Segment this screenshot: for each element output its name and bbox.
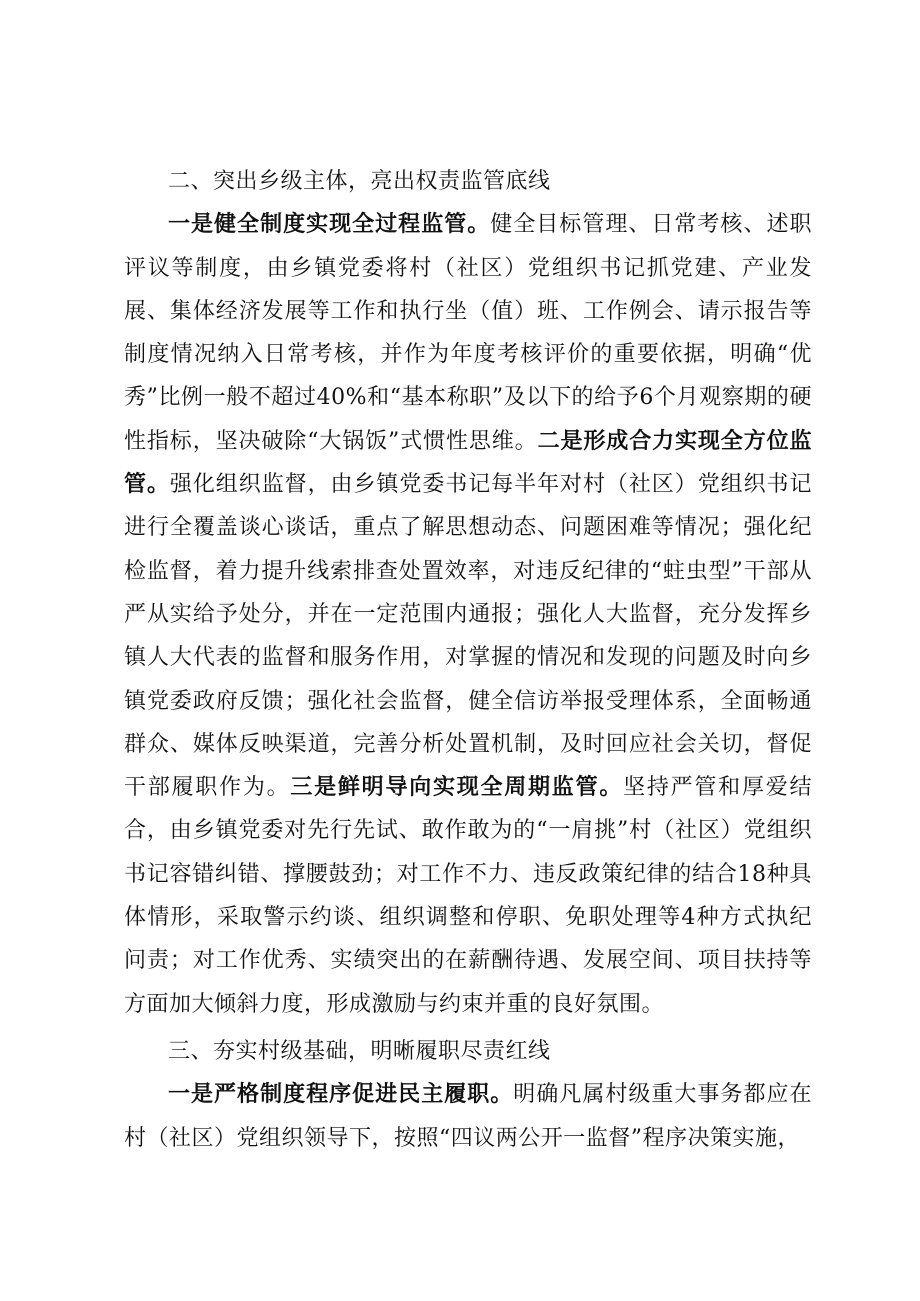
section-2-text-3: 坚持严管和厚爱结合，由乡镇党委对先行先试、敢作敢为的“一肩挑”村（社区）党组织书记容错纠错、撑腰鼓劲；对工作不力、违反政策纪律的结合18种具体情形，采取警示约谈、组织调整和停职、免职处理等4种方式执纪问责；对工作优秀、实绩突出的在薪酬待遇、发展空间、项目扶持等方面加大倾斜力度，形成激励与约束并重的良好氛围。 (124, 775, 812, 1017)
section-2-heading: 二、突出乡级主体，亮出权责监管底线 (168, 169, 551, 194)
section-3-lead-1: 一是严格制度程序促进民主履职。 (168, 1082, 514, 1108)
section-2-lead-3: 三是鲜明导向实现全周期监管。 (290, 775, 624, 801)
section-3-heading: 三、夯实村级基础，明晰履职尽责红线 (168, 1038, 551, 1064)
section-3-paragraph (124, 1073, 812, 1160)
section-2-lead-2: 二是形成合力实现全方位监管。 (124, 428, 812, 498)
document-body (124, 160, 812, 1160)
section-3-text-1: 明确凡属村级重大事务都应在村（社区）党组织领导下，按照“四议两公开一监督”程序决策实施， (124, 1082, 812, 1151)
section-2-paragraph (124, 203, 812, 1026)
section-2-lead-1: 一是健全制度实现全过程监管。 (168, 212, 491, 238)
section-2-text-1: 健全目标管理、日常考核、述职评议等制度，由乡镇党委将村（社区）党组织书记抓党建、产业发展、集体经济发展等工作和执行坐（值）班、工作例会、请示报告等制度情况纳入日常考核，并作为年度考核评价的重要依据，明确“优秀”比例一般不超过40%和“基本称职”及以下的给予6个月观察期的硬性指标，坚决破除“大锅饭”式惯性思维。 (124, 212, 812, 454)
section-2-text-2: 强化组织监督，由乡镇党委书记每半年对村（社区）党组织书记进行全覆盖谈心谈话，重点了解思想动态、问题困难等情况；强化纪检监督，着力提升线索排查处置效率，对违反纪律的“蛀虫型”干部从严从实给予处分，并在一定范围内通报；强化人大监督，充分发挥乡镇人大代表的监督和服务作用，对掌握的情况和发现的问题及时向乡镇党委政府反馈；强化社会监督，健全信访举报受理体系，全面畅通群众、媒体反映渠道，完善分析处置机制，及时回应社会关切，督促干部履职作为。 (124, 472, 812, 801)
